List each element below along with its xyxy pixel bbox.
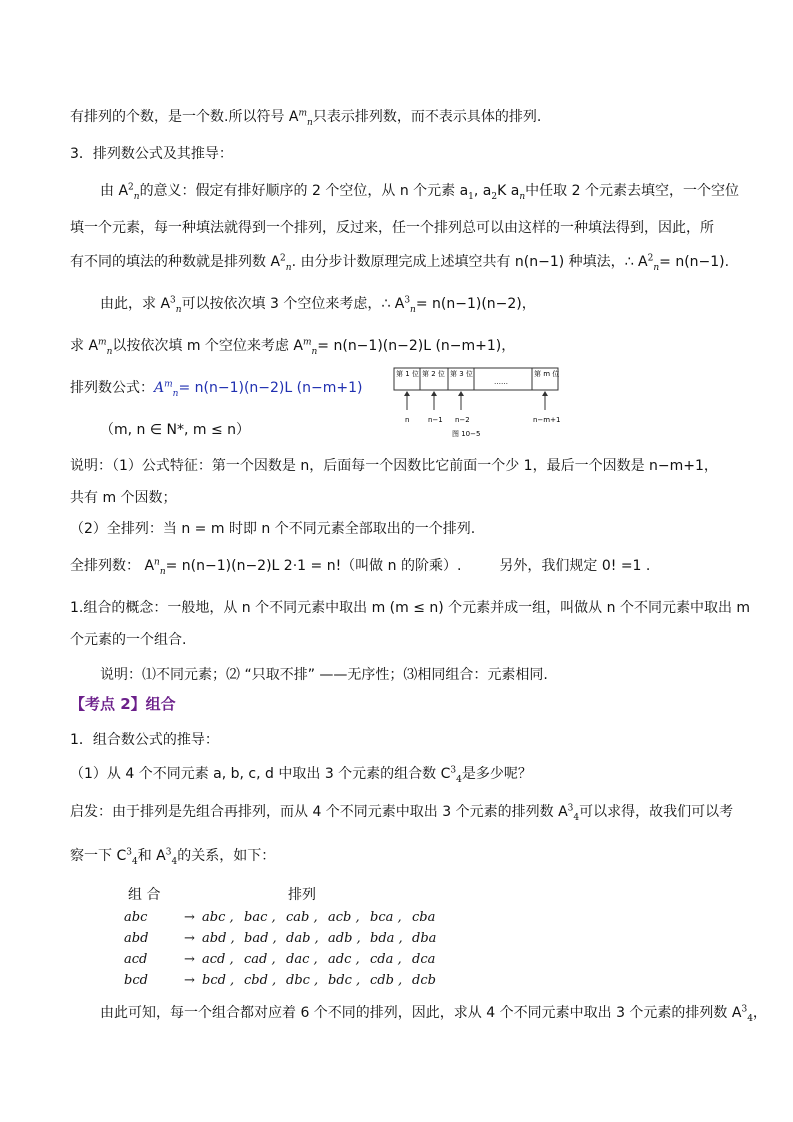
combination-cell: abc bbox=[124, 910, 148, 925]
text-line: 说明：⑴不同元素；⑵ “只取不排” ——无序性；⑶相同组合：元素相同. bbox=[100, 667, 548, 683]
permutation-cell: dba bbox=[412, 931, 437, 946]
text-line: （2）全排列：当 n = m 时即 n 个不同元素全部取出的一个排列. bbox=[70, 521, 476, 537]
text-line: 有不同的填法的种数就是排列数 $A^2_n$. 由分步计数原理完成上述填空共有 n(n−1) 种填法，∴ $A^2_n= n(n-1)$. bbox=[70, 253, 730, 273]
text-line: 1.组合的概念：一般地，从 n 个不同元素中取出 m (m ≤ n) 个元素并成一组，叫做从 n 个不同元素中取出 m bbox=[70, 600, 751, 616]
permutation-cell: cda , bbox=[370, 952, 402, 967]
arrow: → bbox=[184, 931, 195, 946]
permutation-cell: cbd , bbox=[244, 973, 277, 988]
formula-line: 排列数公式：$A^m_n= n(n-1)(n-2)L$ (n−m+1) bbox=[70, 379, 363, 399]
permutation-cell: bcd , bbox=[202, 973, 235, 988]
permutation-cell: dca bbox=[412, 952, 436, 967]
arrow: → bbox=[184, 910, 195, 925]
slot-value: n−2 bbox=[455, 416, 470, 424]
permutation-cell: abd , bbox=[202, 931, 235, 946]
text-line: （1）从 4 个不同元素 a, b, c, d 中取出 3 个元素的组合数 $C^3_4$是多少呢？ bbox=[70, 765, 532, 785]
slot-value: n bbox=[405, 416, 410, 424]
section-heading: 3．排列数公式及其推导： bbox=[70, 146, 233, 162]
permutation-cell: acb , bbox=[328, 910, 360, 925]
text-line: 有排列的个数，是一个数.所以符号 $A^m_n$只表示排列数，而不表示具体的排列. bbox=[70, 108, 542, 128]
text-line: 启发：由于排列是先组合再排列，而从 4 个不同元素中取出 3 个元素的排列数 $A^3_4$可以求得，故我们可以考 bbox=[70, 803, 734, 823]
permutation-cell: abc , bbox=[202, 910, 234, 925]
permutation-cell: cab , bbox=[286, 910, 318, 925]
text-line: 个元素的一个组合. bbox=[70, 632, 187, 648]
combination-cell: acd bbox=[124, 952, 148, 967]
permutation-cell: dab , bbox=[286, 931, 319, 946]
permutation-cell: dbc , bbox=[286, 973, 319, 988]
permutation-cell: bdc , bbox=[328, 973, 361, 988]
slot-value: n−m+1 bbox=[533, 416, 561, 424]
slot-label: …… bbox=[494, 378, 508, 386]
text-line: 共有 m 个因数； bbox=[70, 490, 177, 506]
permutation-formula: $A^m_n= n(n-1)(n-2)L$ (n−m+1) bbox=[154, 379, 363, 399]
permutation-cell: dcb bbox=[412, 973, 436, 988]
section-heading: 【考点 2】组合 bbox=[70, 695, 176, 713]
text-line: 说明：（1）公式特征：第一个因数是 n，后面每一个因数比它前面一个少 1，最后一个因数是 n−m+1， bbox=[70, 458, 718, 474]
text-line: 1．组合数公式的推导： bbox=[70, 732, 219, 748]
combination-cell: bcd bbox=[124, 973, 148, 988]
figure-caption: 图 10−5 bbox=[452, 430, 481, 438]
slot-label: 第 1 位 bbox=[396, 370, 419, 378]
text-line: 全排列数： $A^n_n= n(n-1)(n-2)L$ 2·1 = n!（叫做 n 的阶乘）. 另外，我们规定 0! =1 . bbox=[70, 557, 651, 577]
permutation-cell: bca , bbox=[370, 910, 402, 925]
permutation-cell: dac , bbox=[286, 952, 318, 967]
permutation-cell: acd , bbox=[202, 952, 234, 967]
text-line: 求 $A^m_n$以按依次填 m 个空位来考虑 $A^m_n= n(n-1)(n-2)L$ (n−m+1)， bbox=[70, 337, 516, 357]
text-line: 察一下 $C^3_4$和 $A^3_4$的关系，如下： bbox=[70, 847, 276, 867]
permutation-cell: adc , bbox=[328, 952, 360, 967]
arrow: → bbox=[184, 952, 195, 967]
permutation-cell: bac , bbox=[244, 910, 276, 925]
slot-diagram bbox=[390, 366, 570, 442]
text-line: 由 $A^2_n$的意义：假定有排好顺序的 2 个空位，从 n 个元素 $a_1$, $a_2K$ $a_n$中任取 2 个元素去填空，一个空位 bbox=[100, 182, 739, 202]
permutation-cell: adb , bbox=[328, 931, 361, 946]
slot-label: 第 m 位 bbox=[534, 370, 560, 378]
permutation-cell: cba bbox=[412, 910, 436, 925]
permutation-cell: bad , bbox=[244, 931, 277, 946]
text-line: 填一个元素，每一种填法就得到一个排列，反过来，任一个排列总可以由这样的一种填法得到，因此，所 bbox=[70, 220, 714, 236]
table-header-combination: 组 合 bbox=[128, 887, 161, 903]
formula-condition: （m, n ∈ N*, m ≤ n） bbox=[100, 422, 251, 438]
slot-label: 第 2 位 bbox=[422, 370, 445, 378]
permutation-cell: cad , bbox=[244, 952, 276, 967]
text-line: 由此可知，每一个组合都对应着 6 个不同的排列，因此，求从 4 个不同元素中取出 3 个元素的排列数 $A^3_4$， bbox=[100, 1004, 767, 1024]
table-header-permutation: 排列 bbox=[288, 887, 316, 903]
text-line: 由此，求 $A^3_n$可以按依次填 3 个空位来考虑，∴ $A^3_n= n(n-1)(n-2)$， bbox=[100, 295, 536, 315]
permutation-cell: cdb , bbox=[370, 973, 403, 988]
slot-value: n−1 bbox=[428, 416, 443, 424]
arrow: → bbox=[184, 973, 195, 988]
slot-label: 第 3 位 bbox=[450, 370, 473, 378]
permutation-cell: bda , bbox=[370, 931, 403, 946]
combination-cell: abd bbox=[124, 931, 149, 946]
